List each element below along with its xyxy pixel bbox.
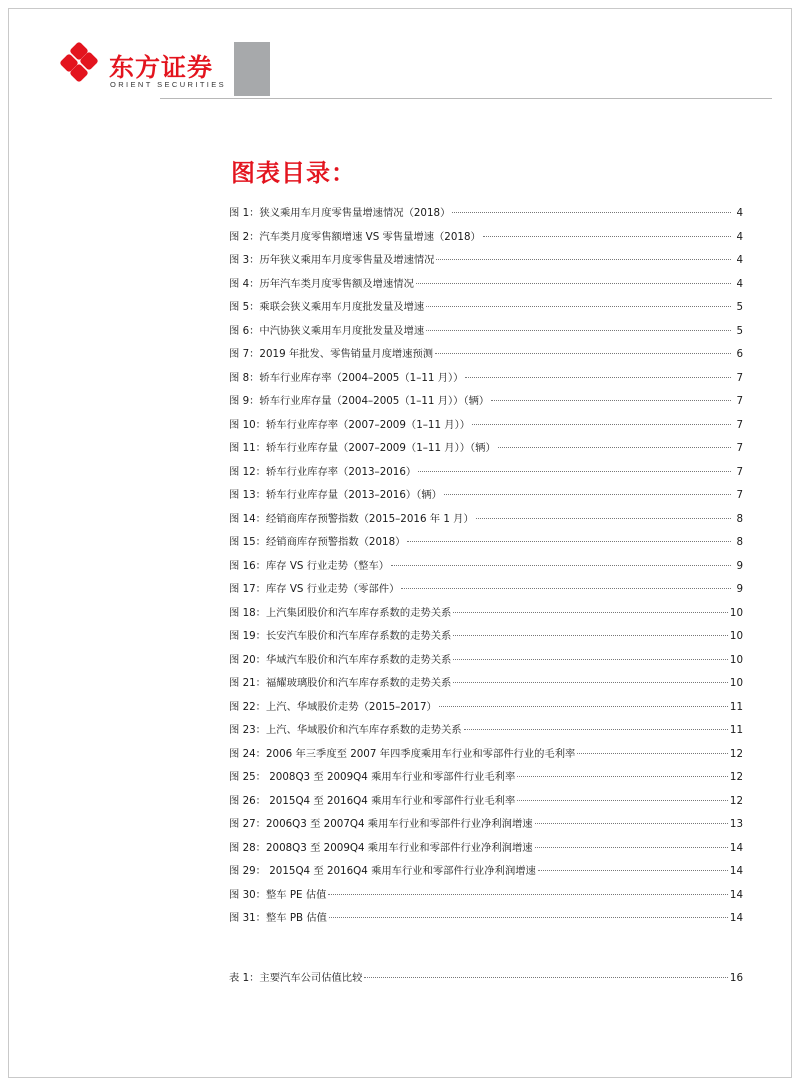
toc-entry[interactable] xyxy=(229,698,743,722)
toc-entry-label: 图 31：整车 PB 估值 xyxy=(229,912,327,924)
toc-leader-dots xyxy=(453,682,728,683)
toc-leader-dots xyxy=(453,659,728,660)
toc-entry[interactable] xyxy=(229,721,743,745)
toc-page-number: 14 xyxy=(729,912,743,924)
toc-leader-dots xyxy=(435,353,731,354)
orient-logo-icon xyxy=(60,42,104,86)
toc-entry-label: 图 2：汽车类月度零售额增速 VS 零售量增速（2018） xyxy=(229,230,481,243)
header-divider xyxy=(160,98,772,99)
toc-leader-dots xyxy=(416,283,731,284)
toc-page-number: 5 xyxy=(736,301,743,313)
toc-entry-label: 图 9：轿车行业库存量（2004–2005（1–11 月））（辆） xyxy=(229,395,490,407)
toc-page-number: 7 xyxy=(736,489,743,501)
toc-entry-label: 图 17：库存 VS 行业走势（零部件） xyxy=(229,583,400,595)
toc-page-number: 8 xyxy=(736,536,743,548)
toc-leader-dots xyxy=(517,776,728,777)
toc-entry[interactable] xyxy=(229,651,743,675)
toc-leader-dots xyxy=(535,823,728,824)
toc-page-number: 6 xyxy=(736,348,743,360)
toc-entry-label: 图 4：历年汽车类月度零售额及增速情况 xyxy=(229,277,414,290)
toc-leader-dots xyxy=(329,917,728,918)
toc-entry[interactable] xyxy=(229,604,743,628)
toc-entry-label: 图 1：狭义乘用车月度零售量增速情况（2018） xyxy=(229,207,451,219)
toc-leader-dots xyxy=(472,424,731,425)
toc-entry[interactable] xyxy=(229,909,743,933)
toc-page-number: 12 xyxy=(729,771,743,783)
toc-entry[interactable] xyxy=(229,251,743,275)
toc-leader-dots xyxy=(453,635,728,636)
toc-entry[interactable] xyxy=(229,557,743,581)
toc-page-number: 13 xyxy=(729,818,743,830)
toc-leader-dots xyxy=(407,541,731,542)
toc-page-number: 7 xyxy=(736,442,743,454)
toc-leader-dots xyxy=(328,894,727,895)
toc-leader-dots xyxy=(452,212,731,213)
toc-entry[interactable] xyxy=(229,369,743,393)
toc-page-number: 10 xyxy=(729,630,743,642)
toc-entry[interactable] xyxy=(229,439,743,463)
toc-leader-dots xyxy=(476,518,731,519)
toc-entry-label: 图 5：乘联会狭义乘用车月度批发量及增速 xyxy=(229,301,425,313)
toc-entry-label: 图 7：2019 年批发、零售销量月度增速预测 xyxy=(229,348,434,360)
toc-leader-dots xyxy=(364,977,728,978)
toc-leader-dots xyxy=(538,870,728,871)
toc-entry-label: 表 1：主要汽车公司估值比较 xyxy=(229,972,363,984)
toc-entry[interactable] xyxy=(229,204,743,228)
toc-page-number: 7 xyxy=(736,371,743,384)
toc-entry[interactable] xyxy=(229,862,743,886)
figure-toc-list xyxy=(229,204,743,933)
header-gray-box xyxy=(234,42,270,96)
toc-entry-label: 图 18：上汽集团股价和汽车库存系数的走势关系 xyxy=(229,606,452,619)
toc-leader-dots xyxy=(577,753,728,754)
toc-entry[interactable] xyxy=(229,228,743,252)
toc-leader-dots xyxy=(491,400,731,401)
toc-entry-label: 图 14：经销商库存预警指数（2015–2016 年 1 月） xyxy=(229,512,474,525)
toc-leader-dots xyxy=(517,800,728,801)
toc-page-number: 14 xyxy=(729,865,743,877)
toc-entry-label: 图 20：华域汽车股价和汽车库存系数的走势关系 xyxy=(229,653,452,666)
toc-entry-label: 图 23：上汽、华域股价和汽车库存系数的走势关系 xyxy=(229,724,462,736)
toc-page-number: 7 xyxy=(736,418,743,431)
toc-entry[interactable] xyxy=(229,580,743,604)
toc-entry[interactable] xyxy=(229,745,743,769)
toc-page-number: 7 xyxy=(736,395,743,407)
toc-page-number: 12 xyxy=(729,794,743,807)
toc-entry[interactable] xyxy=(229,674,743,698)
toc-entry-label: 图 6：中汽协狭义乘用车月度批发量及增速 xyxy=(229,324,425,337)
toc-entry[interactable] xyxy=(229,815,743,839)
toc-leader-dots xyxy=(391,565,731,566)
toc-page-number: 10 xyxy=(729,677,743,689)
toc-entry-label: 图 30：整车 PE 估值 xyxy=(229,888,327,901)
toc-page-number: 5 xyxy=(736,324,743,337)
toc-page-number: 4 xyxy=(736,254,743,266)
toc-entry[interactable] xyxy=(229,768,743,792)
page-title: 图表目录： xyxy=(231,159,356,187)
toc-entry-label: 图 25： 2008Q3 至 2009Q4 乘用车行业和零部件行业毛利率 xyxy=(229,771,516,783)
table-toc-list xyxy=(229,969,743,993)
toc-entry-label: 图 27：2006Q3 至 2007Q4 乘用车行业和零部件行业净利润增速 xyxy=(229,818,533,830)
toc-entry-label: 图 22：上汽、华域股价走势（2015–2017） xyxy=(229,700,437,713)
toc-entry-label: 图 3：历年狭义乘用车月度零售量及增速情况 xyxy=(229,254,435,266)
toc-page-number: 7 xyxy=(736,465,743,478)
toc-entry-label: 图 12：轿车行业库存率（2013–2016） xyxy=(229,465,417,478)
toc-leader-dots xyxy=(498,447,731,448)
toc-page-number: 8 xyxy=(736,512,743,525)
toc-entry[interactable] xyxy=(229,886,743,910)
toc-entry-label: 图 29： 2015Q4 至 2016Q4 乘用车行业和零部件行业净利润增速 xyxy=(229,865,536,877)
toc-entry-label: 图 26： 2015Q4 至 2016Q4 乘用车行业和零部件行业毛利率 xyxy=(229,794,516,807)
toc-page-number: 4 xyxy=(736,207,743,219)
toc-leader-dots xyxy=(535,847,728,848)
toc-page-number: 14 xyxy=(729,841,743,854)
toc-leader-dots xyxy=(464,729,728,730)
toc-entry[interactable] xyxy=(229,298,743,322)
toc-entry[interactable] xyxy=(229,969,743,993)
toc-entry[interactable] xyxy=(229,627,743,651)
toc-leader-dots xyxy=(453,612,728,613)
toc-entry[interactable] xyxy=(229,463,743,487)
toc-entry[interactable] xyxy=(229,392,743,416)
toc-leader-dots xyxy=(444,494,731,495)
toc-entry-label: 图 21：福耀玻璃股价和汽车库存系数的走势关系 xyxy=(229,677,452,689)
toc-entry[interactable] xyxy=(229,839,743,863)
toc-page-number: 14 xyxy=(729,888,743,901)
toc-entry-label: 图 10：轿车行业库存率（2007–2009（1–11 月）） xyxy=(229,418,471,431)
toc-entry-label: 图 28：2008Q3 至 2009Q4 乘用车行业和零部件行业净利润增速 xyxy=(229,841,533,854)
toc-entry[interactable] xyxy=(229,510,743,534)
toc-entry[interactable] xyxy=(229,486,743,510)
toc-page-number: 9 xyxy=(736,583,743,595)
company-name-cn: 东方证券 xyxy=(109,53,214,82)
header xyxy=(60,42,770,98)
toc-leader-dots xyxy=(426,330,731,331)
toc-leader-dots xyxy=(426,306,731,307)
toc-entry-label: 图 24：2006 年三季度至 2007 年四季度乘用车行业和零部件行业的毛利率 xyxy=(229,747,576,760)
toc-page-number: 10 xyxy=(729,653,743,666)
toc-entry-label: 图 11：轿车行业库存量（2007–2009（1–11 月））（辆） xyxy=(229,442,496,454)
toc-entry[interactable] xyxy=(229,792,743,816)
toc-leader-dots xyxy=(436,259,731,260)
toc-page-number: 11 xyxy=(729,724,743,736)
toc-entry-label: 图 15：经销商库存预警指数（2018） xyxy=(229,536,406,548)
toc-page-number: 16 xyxy=(729,972,743,984)
toc-page-number: 4 xyxy=(736,277,743,290)
toc-entry[interactable] xyxy=(229,416,743,440)
toc-page-number: 12 xyxy=(729,747,743,760)
toc-leader-dots xyxy=(418,471,731,472)
toc-leader-dots xyxy=(439,706,728,707)
toc-page-number: 10 xyxy=(729,606,743,619)
toc-entry-label: 图 13：轿车行业库存量（2013–2016）（辆） xyxy=(229,489,442,501)
toc-page-number: 11 xyxy=(729,700,743,713)
toc-leader-dots xyxy=(465,377,731,378)
toc-page-number: 4 xyxy=(736,230,743,243)
toc-entry-label: 图 19：长安汽车股价和汽车库存系数的走势关系 xyxy=(229,630,452,642)
toc-entry-label: 图 16：库存 VS 行业走势（整车） xyxy=(229,559,390,572)
toc-entry[interactable] xyxy=(229,533,743,557)
toc-entry[interactable] xyxy=(229,322,743,346)
toc-leader-dots xyxy=(483,236,731,237)
toc-entry[interactable] xyxy=(229,275,743,299)
toc-entry[interactable] xyxy=(229,345,743,369)
toc-entry-label: 图 8：轿车行业库存率（2004–2005（1–11 月）） xyxy=(229,371,464,384)
toc-leader-dots xyxy=(401,588,731,589)
toc-page-number: 9 xyxy=(736,559,743,572)
company-name-en: ORIENT SECURITIES xyxy=(110,80,227,89)
